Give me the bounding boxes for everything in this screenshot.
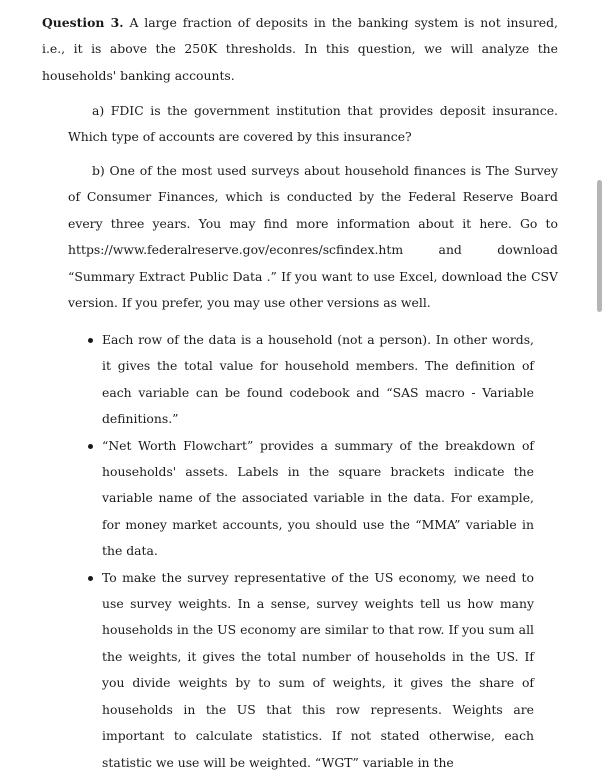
question-intro [42,10,558,89]
bullet-icon [88,576,93,581]
question-label: Question 3. [42,15,124,30]
bullet-list [88,327,534,776]
scrollbar-thumb[interactable] [597,180,602,312]
bullet-text: Each row of the data is a household (not a person). In other words, it gives the total value for household members. The definition of each variable can be found codebook and “SAS macro - Variable definitions.” [102,332,534,427]
bullet-text: To make the survey representative of the US economy, we need to use survey weights. In a sense, survey weights tell us how many households in the US economy are similar to that row. If you sum all the weights, it gives the total number of households in the US. If you divide weights by to sum of weights, it gives the share of households in the US that this row represents. Weights are important to calculate statistics. If not stated otherwise, each statistic we use will be weighted. “WGT” variable in the [102,569,534,770]
bullet-icon [88,338,93,343]
bullet-text: “Net Worth Flowchart” provides a summary of the breakdown of households' assets. Labels in the square brackets indicate the variable name of the associated variable in the data. For example, for money market accounts, you should use the “MMA” variable in the data. [102,437,534,559]
bullet-item [88,565,534,776]
question-intro-text: A large fraction of deposits in the banking system is not insured, i.e., it is above the 250K thresholds. In this question, we will analyze the households' banking accounts. [42,15,558,83]
bullet-icon [88,444,93,449]
bullet-item [88,327,534,433]
bullet-item [88,433,534,565]
part-b-text: b) One of the most used surveys about household finances is The Survey of Consumer Finances, which is conducted by the Federal Reserve Board every three years. You may find more information about it here. Go to https://www.federalreserve.gov/econres/scfindex.htm and download “Summary Extract Public Data .” If you want to use Excel, download the CSV version. If you prefer, you may use other versions as well. [68,163,558,311]
part-a-text: a) FDIC is the government institution that provides deposit insurance. Which type of accounts are covered by this insurance? [68,103,558,145]
